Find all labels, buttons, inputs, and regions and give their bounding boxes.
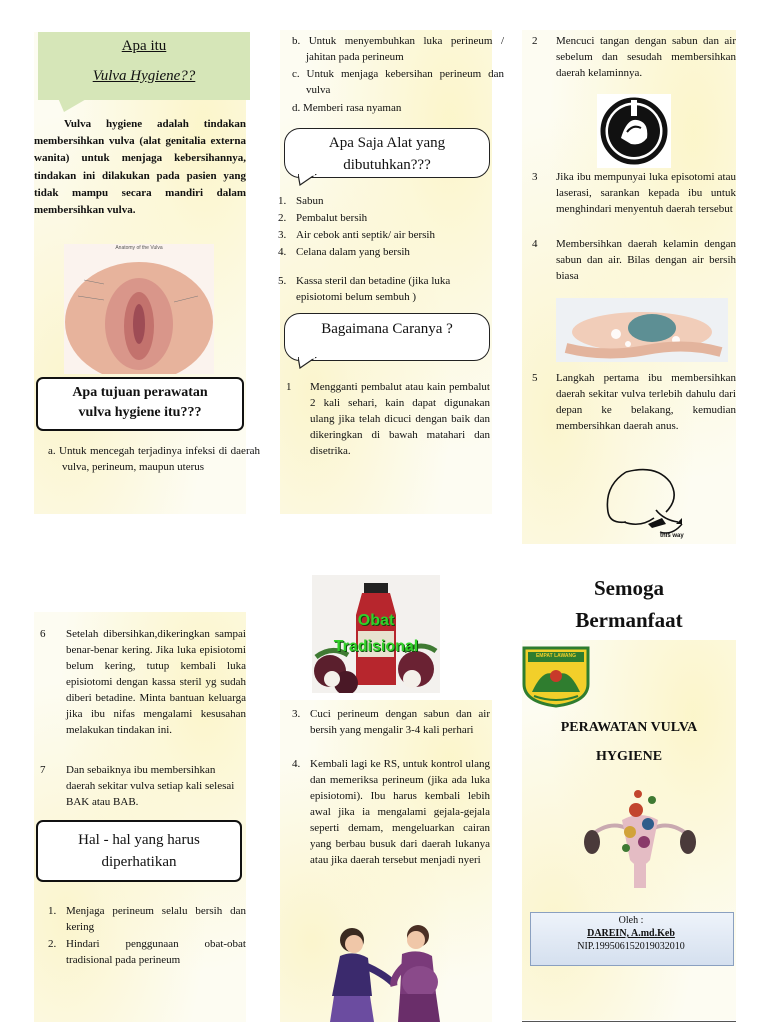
tools-item-2-text: Pembalut bersih — [296, 212, 368, 224]
step-6 — [40, 626, 246, 738]
notes-item-2-num: 2. — [48, 938, 57, 950]
tools-item-2 — [278, 210, 488, 226]
intro-banner-line2: Vulva Hygiene?? — [92, 68, 196, 84]
step-1 — [286, 379, 490, 459]
women-consultation-illustration — [322, 922, 452, 1022]
how-callout-tail — [298, 357, 318, 369]
notes-title-line2: diperhatikan — [101, 854, 177, 870]
cover-title-line1: PERAWATAN VULVA — [560, 720, 698, 735]
step-7-num: 7 — [40, 764, 46, 776]
tools-title-callout — [284, 128, 490, 178]
tools-item-3 — [278, 227, 488, 243]
step-5 — [532, 370, 736, 434]
tools-item-2-num: 2. — [278, 212, 287, 224]
anatomy-image-title: Anatomy of the Vulva — [115, 245, 163, 251]
traditional-medicine-text-line1: Obat — [357, 612, 395, 629]
author-label: Oleh : — [618, 915, 644, 926]
notes-item-4-text: Kembali lagi ke RS, untuk kontrol ulang dan memeriksa perineum (jika ada luka episiotomi). Ibu harus kembali lebih awal jika ia mengalami gejala-gejala seperti demam, mengeluarkan cairan yang berbau busuk dari daerah lukanya atau jika daerah tersebut menjadi nyeri — [310, 758, 490, 866]
traditional-medicine-text-line2: Tradisional — [333, 638, 419, 655]
purpose-title-line2: vulva hygiene itu??? — [78, 405, 202, 420]
tools-title-line2: dibutuhkan??? — [343, 157, 431, 173]
purpose-item-a: a. Untuk mencegah terjadinya infeksi di daerah vulva, perineum, maupun uterus — [48, 445, 260, 473]
tools-item-1-text: Sabun — [296, 195, 324, 207]
logo-text: EMPAT LAWANG — [535, 653, 577, 659]
cover-title-line2: HYGIENE — [595, 749, 663, 764]
notes-item-3-text: Cuci perineum dengan sabun dan air bersih yang mengalir 3-4 kali perhari — [310, 708, 490, 736]
step-1-text: Mengganti pembalut atau kain pembalut 2 kali sehari, kain dapat digunakan ulang jika telah dicuci dengan baik dan dikeringkan di bawah matahari dan disetrika. — [310, 381, 490, 457]
step-5-text: Langkah pertama ibu membersihkan daerah sekitar vulva terlebih dahulu dari depan ke belakang, kemudian membersihkan daerah anus. — [556, 372, 736, 432]
step-3 — [532, 169, 736, 217]
notes-item-1-num: 1. — [48, 905, 57, 917]
author-name: DAREIN, A.md.Keb — [587, 928, 675, 939]
tools-item-1 — [278, 193, 488, 209]
vulva-anatomy-image — [64, 244, 214, 374]
step-7 — [40, 762, 246, 810]
step-3-text: Jika ibu mempunyai luka episotomi atau laserasi, sarankan kepada ibu untuk menghindari menyentuh daerah tersebut — [556, 171, 736, 215]
step-3-num: 3 — [532, 171, 538, 183]
tools-item-5-num: 5. — [278, 275, 287, 287]
tools-item-4 — [278, 244, 488, 260]
tools-title-line1: Apa Saja Alat yang — [328, 135, 446, 151]
notes-item-1 — [48, 903, 246, 935]
how-title-callout — [284, 313, 490, 361]
tools-item-5 — [278, 273, 488, 305]
step-4 — [532, 236, 736, 284]
notes-title-box — [36, 820, 242, 882]
handwashing-sign-icon — [597, 94, 671, 168]
purpose-item-c: c. Untuk menjaga kebersihan perineum dan vulva — [292, 68, 504, 96]
tools-item-3-num: 3. — [278, 229, 287, 241]
step-5-num: 5 — [532, 372, 538, 384]
tools-callout-tail — [298, 174, 318, 186]
intro-banner-tail — [58, 98, 88, 112]
author-nip: NIP.199506152019032010 — [577, 941, 685, 952]
notes-item-2 — [48, 936, 246, 968]
definition-paragraph: Vulva hygiene adalah tindakan membersihkan vulva (alat genitalia externa wanita) untuk menjaga kebersihannya, tindakan ini dilakukan pada pasien yang tidak mampu secara mandiri dalam membersihkan vulva. — [34, 118, 246, 217]
cleaning-direction-illustration — [596, 462, 692, 542]
closing-line2: Bermanfaat — [575, 608, 683, 632]
purpose-item-b: b. Untuk menyembuhkan luka perineum / jahitan pada perineum — [292, 35, 504, 63]
purpose-item-d: d. Memberi rasa nyaman — [292, 102, 402, 114]
step-1-num: 1 — [286, 381, 292, 393]
intro-banner-line1: Apa itu — [121, 38, 167, 54]
step-6-num: 6 — [40, 628, 46, 640]
tools-item-1-num: 1. — [278, 195, 287, 207]
how-title: Bagaimana Caranya ? — [321, 321, 453, 337]
step-7-text: Dan sebaiknya ibu membersihkan daerah sekitar vulva setiap kali selesai BAK atau BAB. — [66, 764, 235, 808]
step-2 — [532, 33, 736, 81]
notes-item-1-text: Menjaga perineum selalu bersih dan kering — [66, 905, 246, 933]
washing-hands-soap-image — [556, 298, 728, 362]
closing-line1: Semoga — [594, 576, 664, 600]
tools-item-4-num: 4. — [278, 246, 287, 258]
tools-item-3-text: Air cebok anti septik/ air bersih — [296, 229, 435, 241]
notes-item-3-num: 3. — [292, 708, 301, 720]
step-6-text: Setelah dibersihkan,dikeringkan sampai benar-benar kering. Jika luka episiotomi belum kering, tutup kembali luka episiotomi dengan kassa steril yg sudah diberi betadine. Minta bantuan keluarga jika ibu nifas mengalami kesusahan melakukan tindakan ini. — [66, 628, 246, 736]
purpose-title-box — [36, 377, 244, 431]
bottom-divider — [522, 1021, 736, 1022]
tools-item-4-text: Celana dalam yang bersih — [296, 246, 410, 258]
notes-item-4-num: 4. — [292, 758, 301, 770]
step-2-num: 2 — [532, 35, 538, 47]
notes-item-4 — [292, 756, 490, 868]
floral-uterus-illustration — [578, 780, 702, 892]
tools-item-5-text: Kassa steril dan betadine (jika luka episiotomi belum sembuh ) — [296, 275, 451, 303]
step-4-text: Membersihkan daerah kelamin dengan sabun dan air. Bilas dengan air bersih biasa — [556, 238, 736, 282]
notes-item-2-text: Hindari penggunaan obat-obat tradisional pada perineum — [66, 938, 246, 966]
step-2-text: Mencuci tangan dengan sabun dan air sebelum dan sesudah membersihkan daerah kelaminnya. — [556, 35, 736, 79]
this-way-label: this way — [660, 533, 684, 539]
step-4-num: 4 — [532, 238, 538, 250]
traditional-medicine-image — [312, 575, 440, 693]
purpose-title-line1: Apa tujuan perawatan — [72, 385, 208, 400]
notes-title-line1: Hal - hal yang harus — [78, 832, 200, 848]
notes-item-3 — [292, 706, 490, 738]
